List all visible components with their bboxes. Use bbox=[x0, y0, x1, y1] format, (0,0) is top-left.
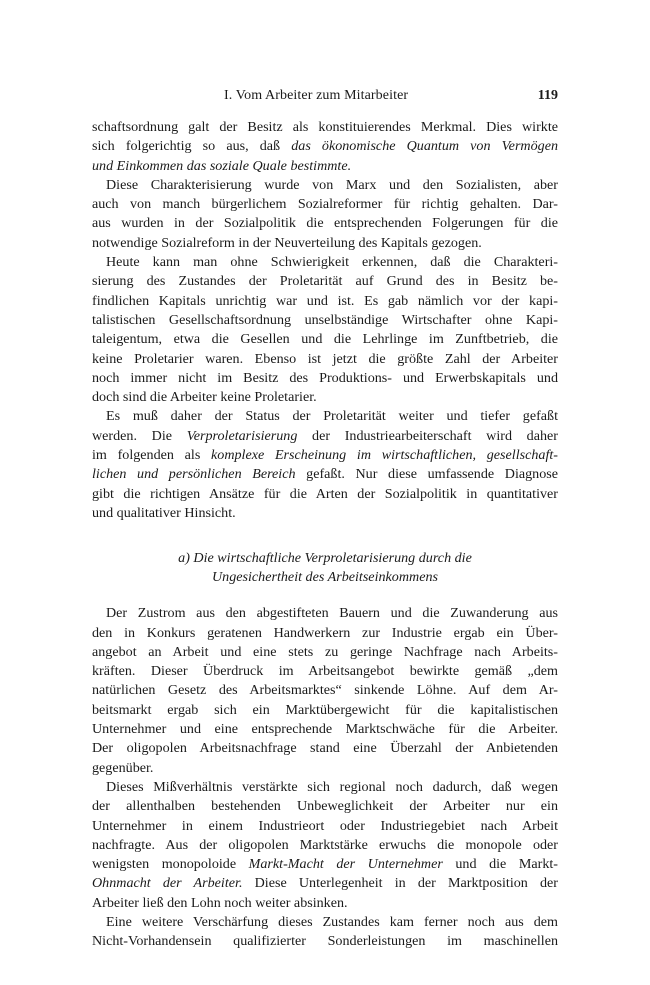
paragraph bbox=[92, 778, 558, 913]
text-line: taleigentum, etwa die Gesellen und die Lehrlinge im Zunftbetrieb, die bbox=[92, 331, 558, 348]
text-line: Diese Charakterisierung wurde von Marx und den Sozialisten, aber bbox=[106, 176, 558, 193]
text-line: sich folgerichtig so aus, daß das ökonomische Quantum von Vermögen bbox=[92, 138, 559, 155]
text-line: und qualitativer Hinsicht. bbox=[92, 504, 236, 521]
text-line: gegenüber. bbox=[92, 759, 154, 776]
text-block-before-heading bbox=[92, 118, 558, 523]
text-line: talistischen Gesellschaftsordnung unselbständige Wirtschafter ohne Kapi- bbox=[92, 311, 558, 328]
text-line: nachfragte. Aus der oligopolen Marktstärke erwuchs die monopole oder bbox=[92, 836, 558, 853]
text-line: auch von manch bürgerlichem Sozialreformer für richtig gehalten. Dar- bbox=[92, 196, 558, 213]
text-line: Ohnmacht der Arbeiter. Diese Unterlegenheit in der Marktposition der bbox=[92, 875, 558, 892]
text-line: keine Proletarier waren. Ebenso ist jetzt die größte Zahl der Arbeiter bbox=[92, 350, 558, 367]
text-block-after-heading bbox=[92, 604, 558, 951]
paragraph bbox=[92, 176, 558, 253]
text-line: Der Zustrom aus den abgestifteten Bauern und die Zuwanderung aus bbox=[106, 605, 558, 622]
text-line: Dieses Mißverhältnis verstärkte sich regional noch dadurch, daß wegen bbox=[106, 778, 558, 795]
text-line: findlichen Kapitals unrichtig war und ist. Es gab nämlich vor der kapi- bbox=[92, 292, 558, 309]
text-line: natürlichen Gesetz des Arbeitsmarktes“ sinkende Löhne. Auf dem Ar- bbox=[92, 682, 558, 699]
text-line: aus wurden in der Sozialpolitik die entsprechenden Folgerungen für die bbox=[92, 215, 558, 232]
paragraph bbox=[92, 604, 558, 778]
text-line: doch sind die Arbeiter keine Proletarier. bbox=[92, 389, 317, 406]
section-heading bbox=[92, 549, 558, 587]
section-heading-line-2: Ungesichertheit des Arbeitseinkommens bbox=[212, 569, 438, 586]
page-number: 119 bbox=[537, 88, 558, 103]
text-line: den in Konkurs geratenen Handwerkern zur Industrie ergab ein Über- bbox=[92, 624, 558, 641]
body-text bbox=[92, 118, 558, 952]
running-title: I. Vom Arbeiter zum Mitarbeiter bbox=[224, 88, 409, 103]
section-heading-line-1: a) Die wirtschaftliche Verproletarisierung durch die bbox=[178, 550, 472, 567]
page-header bbox=[92, 88, 558, 110]
paragraph bbox=[92, 253, 558, 407]
text-line: im folgenden als komplexe Erscheinung im wirtschaftlichen, gesellschaft- bbox=[92, 447, 558, 464]
text-line: Arbeiter ließ den Lohn noch weiter absinken. bbox=[92, 894, 348, 911]
text-line: Es muß daher der Status der Proletarität weiter und tiefer gefaßt bbox=[106, 408, 558, 425]
text-line: wenigsten monopoloide Markt-Macht der Unternehmer und die Markt- bbox=[92, 856, 558, 873]
text-line: Unternehmer in einem Industrieort oder Industriegebiet nach Arbeit bbox=[92, 817, 558, 834]
text-line: Nicht-Vorhandensein qualifizierter Sonderleistungen im maschinellen bbox=[92, 933, 558, 950]
paragraph bbox=[92, 913, 558, 952]
text-line: kräften. Dieser Überdruck im Arbeitsangebot bewirkte gemäß „dem bbox=[92, 663, 558, 680]
paragraph bbox=[92, 118, 558, 176]
text-line: schaftsordnung galt der Besitz als konstituierendes Merkmal. Dies wirkte bbox=[92, 119, 558, 135]
text-line: noch immer nicht im Besitz des Produktions- und Erwerbskapitals und bbox=[92, 369, 558, 386]
text-line: und Einkommen das soziale Quale bestimmte. bbox=[92, 157, 352, 174]
text-line: werden. Die Verproletarisierung der Industriearbeiterschaft wird daher bbox=[92, 427, 558, 444]
text-line: Der oligopolen Arbeitsnachfrage stand eine Überzahl der Anbietenden bbox=[92, 740, 558, 757]
text-line: sierung des Zustandes der Proletarität auf Grund des in Besitz be- bbox=[92, 273, 558, 290]
book-page bbox=[92, 88, 558, 952]
paragraph bbox=[92, 407, 558, 523]
text-line: angebot an Arbeit und eine stets zu geringe Nachfrage nach Arbeits- bbox=[92, 643, 558, 660]
text-line: der allenthalben bestehenden Unbeweglichkeit der Arbeiter nur ein bbox=[92, 798, 558, 815]
text-line: lichen und persönlichen Bereich gefaßt. Nur diese umfassende Diagnose bbox=[92, 466, 558, 483]
text-line: beitsmarkt ergab sich ein Marktübergewicht für die kapitalistischen bbox=[92, 701, 558, 718]
text-line: Eine weitere Verschärfung dieses Zustandes kam ferner noch aus dem bbox=[106, 913, 558, 930]
text-line: gibt die richtigen Ansätze für die Arten der Sozialpolitik in quantitativer bbox=[92, 485, 558, 502]
text-line: notwendige Sozialreform in der Neuverteilung des Kapitals gezogen. bbox=[92, 234, 482, 251]
text-line: Heute kann man ohne Schwierigkeit erkennen, daß die Charakteri- bbox=[106, 254, 558, 271]
text-line: Unternehmer und eine entsprechende Marktschwäche für die Arbeiter. bbox=[92, 721, 558, 738]
